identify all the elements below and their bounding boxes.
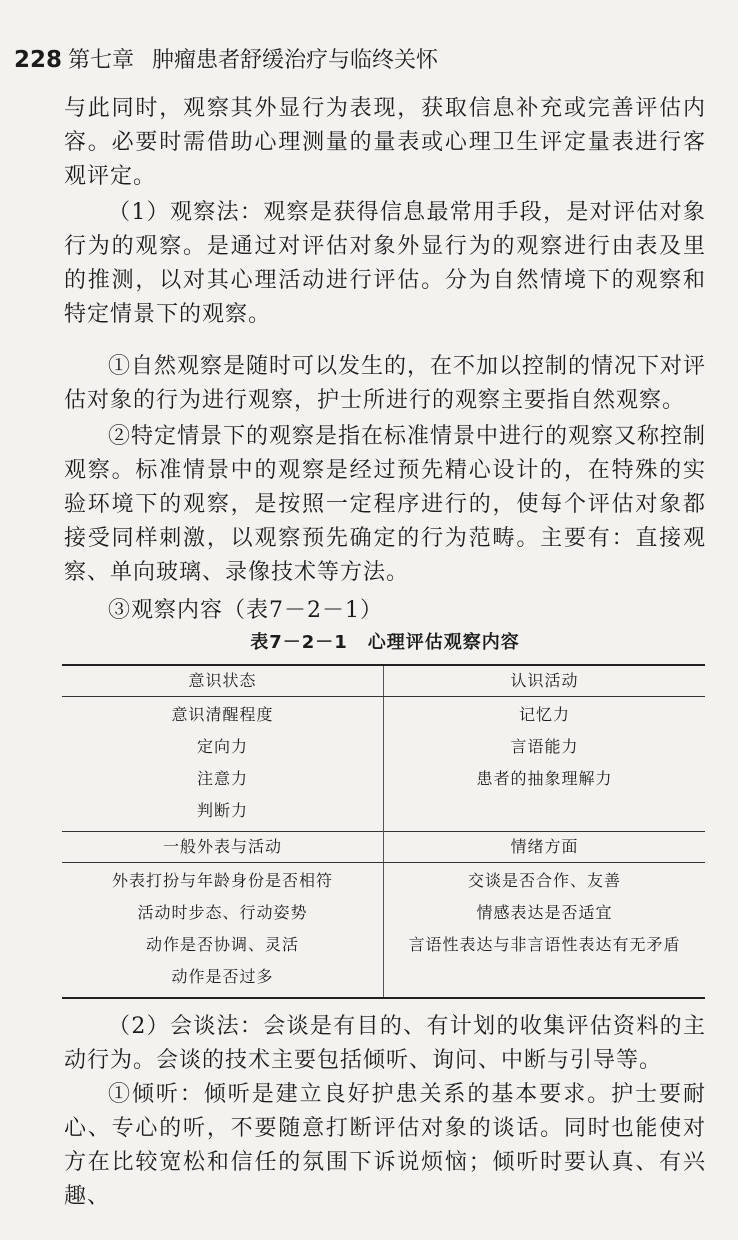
table-caption-title: 心理评估观察内容 [367, 632, 520, 653]
table-cell-item: 注意力 [196, 769, 248, 788]
observation-table [62, 664, 705, 999]
table-cell-item: 活动时步态、行动姿势 [137, 903, 308, 922]
table-header-cell: 一般外表与活动 [62, 832, 384, 863]
table-header-cell: 情绪方面 [384, 832, 706, 863]
chapter-label: 第七章 [68, 48, 135, 73]
table-cell [62, 863, 384, 999]
paragraph-controlled-observation: ②特定情景下的观察是指在标准情景中进行的观察又称控制观察。标准情景中的观察是经过预先精心设计的，在特殊的实验环境下的观察，是按照一定程序进行的，使每个评估对象都接受同样刺激，以观察预先确定的行为范畴。主要有：直接观察、单向玻璃、录像技术等方法。 [64, 424, 707, 585]
table-cell [384, 863, 706, 999]
table-header-cell: 认识活动 [384, 665, 706, 697]
table-cell-item: 外表打扮与年龄身份是否相符 [111, 871, 333, 890]
table-cell-item: 定向力 [196, 737, 248, 756]
table-cell-item: 动作是否协调、灵活 [145, 935, 299, 954]
chapter-title: 肿瘤患者舒缓治疗与临终关怀 [152, 48, 439, 73]
paragraph-interview-method: （2）会谈法：会谈是有目的、有计划的收集评估资料的主动行为。会谈的技术主要包括倾听、询问、中断与引导等。 [64, 1014, 706, 1073]
table-cell [62, 697, 384, 832]
table-cell-item: 交谈是否合作、友善 [467, 871, 621, 890]
table-cell-item: 意识清醒程度 [171, 705, 274, 724]
table-cell-item: 情感表达是否适宜 [476, 903, 613, 922]
paragraph-natural-observation: ①自然观察是随时可以发生的，在不加以控制的情况下对评估对象的行为进行观察，护士所进行的观察主要指自然观察。 [64, 354, 707, 413]
paragraph-intro: 与此同时，观察其外显行为表现，获取信息补充或完善评估内容。必要时需借助心理测量的量表或心理卫生评定量表进行客观评定。 [64, 96, 706, 189]
table-cell-item: 记忆力 [518, 705, 570, 724]
table-header-row [62, 665, 705, 697]
table-cell-item: 判断力 [196, 801, 248, 820]
table-cell-item: 言语性表达与非言语性表达有无矛盾 [408, 935, 681, 954]
table-cell-item: 言语能力 [510, 737, 579, 756]
running-header [14, 42, 714, 78]
table-cell-item: 患者的抽象理解力 [476, 769, 613, 788]
table-header-cell: 意识状态 [62, 665, 384, 697]
paragraph-listening: ①倾听：倾听是建立良好护患关系的基本要求。护士要耐心、专心的听，不要随意打断评估对象的谈话。同时也能使对方在比较宽松和信任的氛围下诉说烦恼；倾听时要认真、有兴趣、 [64, 1082, 706, 1209]
page-number: 228 [14, 47, 63, 73]
paragraph-observation-method: （1）观察法：观察是获得信息最常用手段，是对评估对象行为的观察。是通过对评估对象外显行为的观察进行由表及里的推测，以对其心理活动进行评估。分为自然情境下的观察和特定情景下的观察。 [64, 200, 706, 327]
paragraph-observation-content: ③观察内容（表7－2－1） [108, 598, 383, 623]
table-cell-item: 动作是否过多 [171, 967, 274, 986]
table-cell [384, 697, 706, 832]
table-row [62, 697, 705, 832]
table-row [62, 863, 705, 999]
table-caption-id: 表7－2－1 [250, 632, 348, 653]
table-caption [64, 628, 706, 658]
table-header-row [62, 832, 705, 863]
